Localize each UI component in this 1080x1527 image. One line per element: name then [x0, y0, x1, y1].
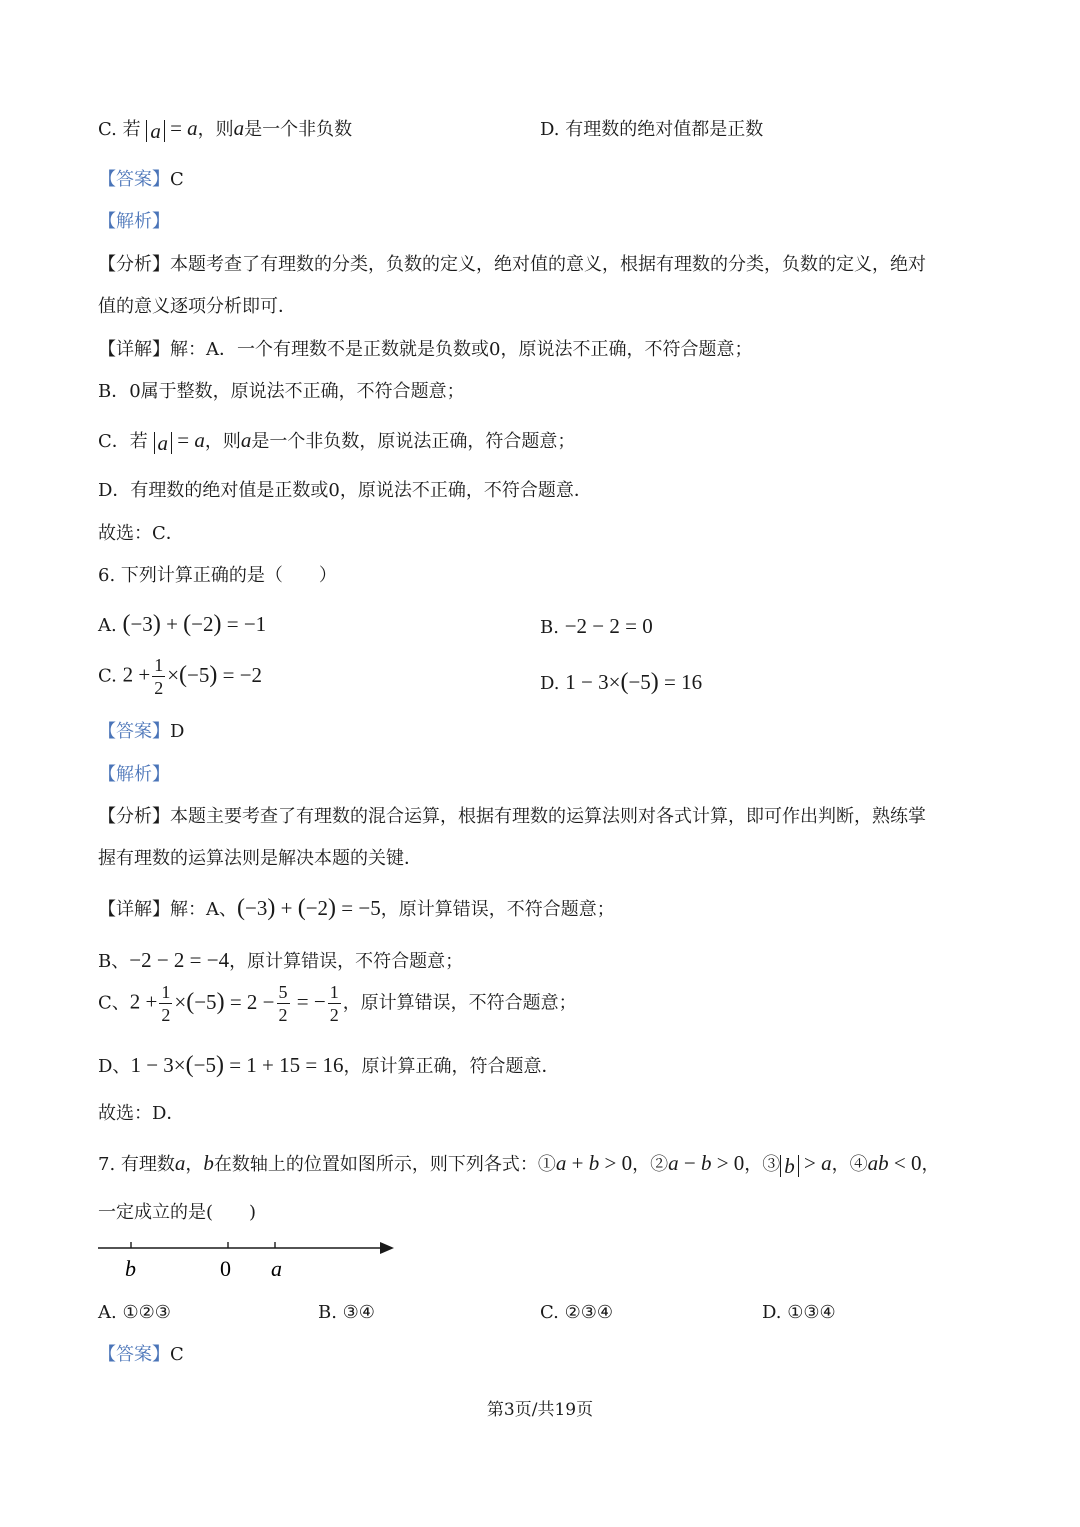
q5-option-d: D. 有理数的绝对值都是正数 [540, 119, 764, 140]
q6-option-b: B. −2 − 2 = 0 [540, 614, 653, 638]
q7-answer: 【答案】C [98, 1344, 184, 1365]
number-line-arrow [380, 1242, 394, 1254]
q6-fenxi-line2: 握有理数的运算法则是解决本题的关键． [98, 848, 422, 869]
q5-detail-a: 【详解】解：A．一个有理数不是正数就是负数或0，原说法不正确，不符合题意； [98, 339, 753, 360]
label-b: b [125, 1256, 136, 1281]
number-line-diagram [98, 1236, 398, 1296]
q5-option-c: C. 若 a = a，则a是一个非负数 [98, 116, 353, 143]
q6-fenxi-line1: 【分析】本题主要考查了有理数的混合运算，根据有理数的运算法则对各式计算，即可作出判断，熟练掌 [98, 806, 926, 827]
q7-stem-line1: 7. 有理数a，b在数轴上的位置如图所示，则下列各式：①a + b > 0，②a − b > 0，③ b > a，④ab < 0， [98, 1151, 940, 1178]
label-a: a [271, 1256, 282, 1281]
q6-answer: 【答案】D [98, 721, 185, 742]
q7-option-d: D. ①③④ [762, 1302, 836, 1323]
q5-detail-c: C．若 a = a，则a是一个非负数，原说法正确，符合题意； [98, 428, 576, 455]
q5-choose: 故选：C． [98, 523, 184, 544]
q6-option-d: D. 1 − 3×(−5) = 16 [540, 669, 703, 695]
q6-detail-a: 【详解】解：A、(−3) + (−2) = −5，原计算错误，不符合题意； [98, 895, 615, 921]
q6-option-a: A. (−3) + (−2) = −1 [98, 611, 267, 637]
q5-detail-d: D．有理数的绝对值是正数或0，原说法不正确，不符合题意． [98, 480, 592, 501]
q5-detail-b: B．0属于整数，原说法不正确，不符合题意； [98, 381, 465, 402]
q6-analysis-tag: 【解析】 [98, 764, 170, 785]
page-footer: 第3页/共19页 [486, 1400, 594, 1420]
q5-fenxi-line1: 【分析】本题考查了有理数的分类，负数的定义，绝对值的意义，根据有理数的分类，负数的定义，绝对 [98, 254, 926, 275]
q5-analysis-tag: 【解析】 [98, 211, 170, 232]
q5-answer: 【答案】C [98, 169, 184, 190]
q6-option-c: C. 2 + $\frac{1}{2}$ ×(−5) = −2 [98, 655, 263, 698]
label-0: 0 [220, 1256, 231, 1281]
q6-detail-d: D、1 − 3×(−5) = 1 + 15 = 16，原计算正确，符合题意． [98, 1052, 560, 1078]
q6-detail-b: B、−2 − 2 = −4，原计算错误，不符合题意； [98, 948, 464, 972]
q7-option-c: C. ②③④ [540, 1302, 613, 1323]
q7-option-b: B. ③④ [318, 1302, 375, 1323]
q7-stem-line2: 一定成立的是( ) [98, 1202, 257, 1223]
q6-stem: 6. 下列计算正确的是（ ） [98, 565, 337, 586]
q5-fenxi-line2: 值的意义逐项分析即可． [98, 296, 296, 317]
q6-choose: 故选：D． [98, 1103, 185, 1124]
q6-detail-c: C、2 + $\frac{1}{2}$ ×(−5) = 2 − $\frac{5}{2}$ = − $\frac{1}{2}$ ，原计算错误，不符合题意； [98, 982, 577, 1025]
q7-option-a: A. ①②③ [98, 1302, 171, 1323]
